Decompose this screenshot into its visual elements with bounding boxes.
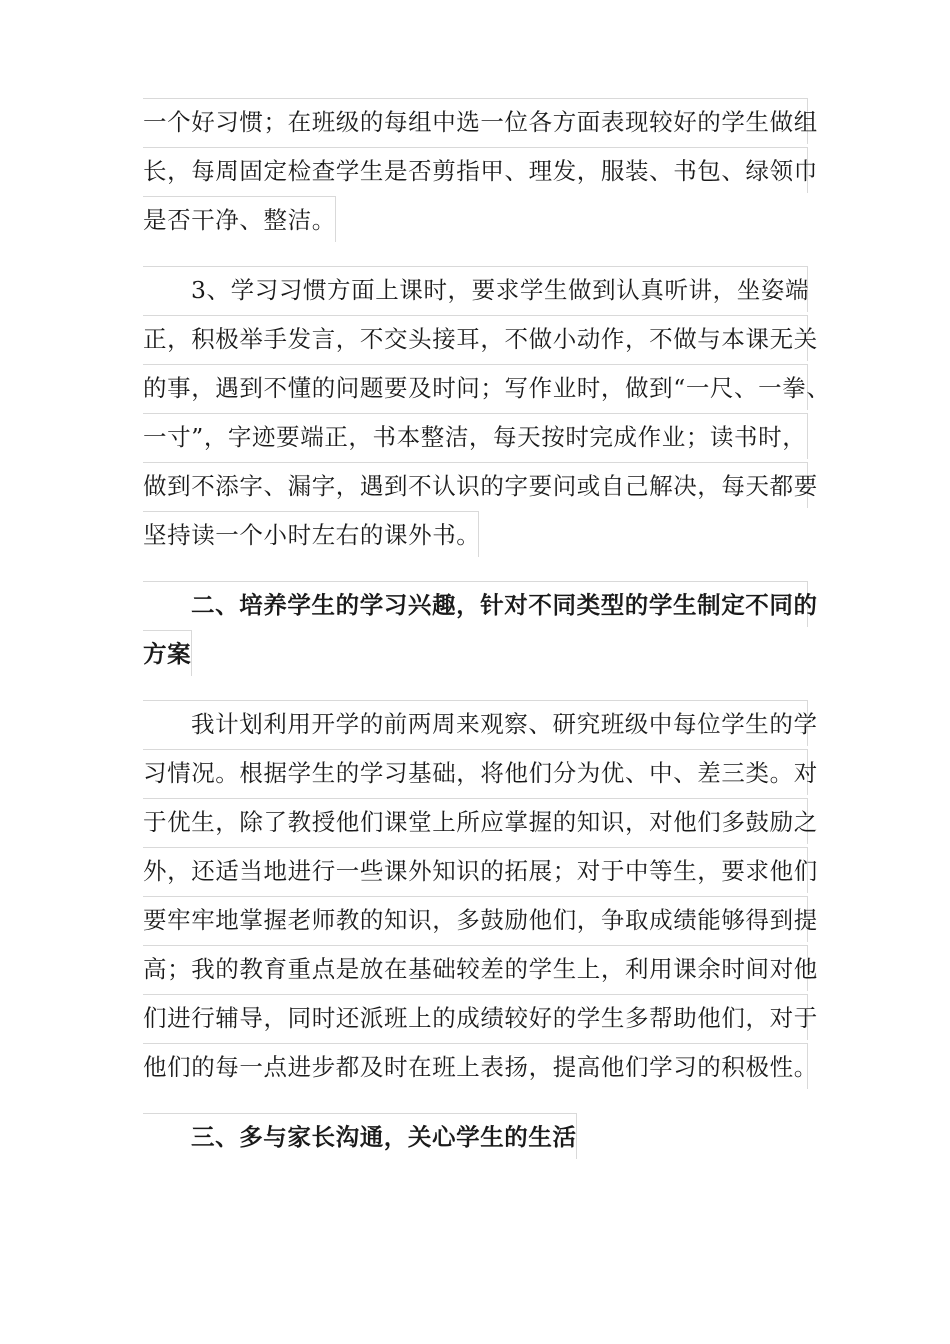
text-line: 要牢牢地掌握老师教的知识，多鼓励他们，争取成绩能够得到提	[143, 896, 808, 942]
text-line: 习情况。根据学生的学习基础，将他们分为优、中、差三类。对	[143, 749, 808, 795]
text-line: 坚持读一个小时左右的课外书。	[143, 511, 479, 557]
text-line: 高；我的教育重点是放在基础较差的学生上，利用课余时间对他	[143, 945, 808, 991]
text-line: 外，还适当地进行一些课外知识的拓展；对于中等生，要求他们	[143, 847, 808, 893]
section-heading: 方案	[143, 630, 192, 676]
section-heading: 三、多与家长沟通，关心学生的生活	[143, 1113, 577, 1159]
text-line: 做到不添字、漏字，遇到不认识的字要问或自己解决，每天都要	[143, 462, 808, 508]
text-line: 他们的每一点进步都及时在班上表扬，提高他们学习的积极性。	[143, 1043, 808, 1089]
text-line: 3、学习习惯方面上课时，要求学生做到认真听讲，坐姿端	[143, 266, 808, 312]
text-line: 正，积极举手发言，不交头接耳，不做小动作，不做与本课无关	[143, 315, 808, 361]
section-heading: 二、培养学生的学习兴趣，针对不同类型的学生制定不同的	[143, 581, 808, 627]
text-line: 一寸”，字迹要端正，书本整洁，每天按时完成作业；读书时，	[143, 413, 808, 459]
text-line: 一个好习惯；在班级的每组中选一位各方面表现较好的学生做组	[143, 98, 808, 144]
text-line: 长，每周固定检查学生是否剪指甲、理发，服装、书包、绿领巾	[143, 147, 808, 193]
text-line: 于优生，除了教授他们课堂上所应掌握的知识，对他们多鼓励之	[143, 798, 808, 844]
text-line: 的事，遇到不懂的问题要及时问；写作业时，做到“一尺、一拳、	[143, 364, 808, 410]
text-line: 是否干净、整洁。	[143, 196, 336, 242]
text-line: 我计划利用开学的前两周来观察、研究班级中每位学生的学	[143, 700, 808, 746]
text-line: 们进行辅导，同时还派班上的成绩较好的学生多帮助他们，对于	[143, 994, 808, 1040]
